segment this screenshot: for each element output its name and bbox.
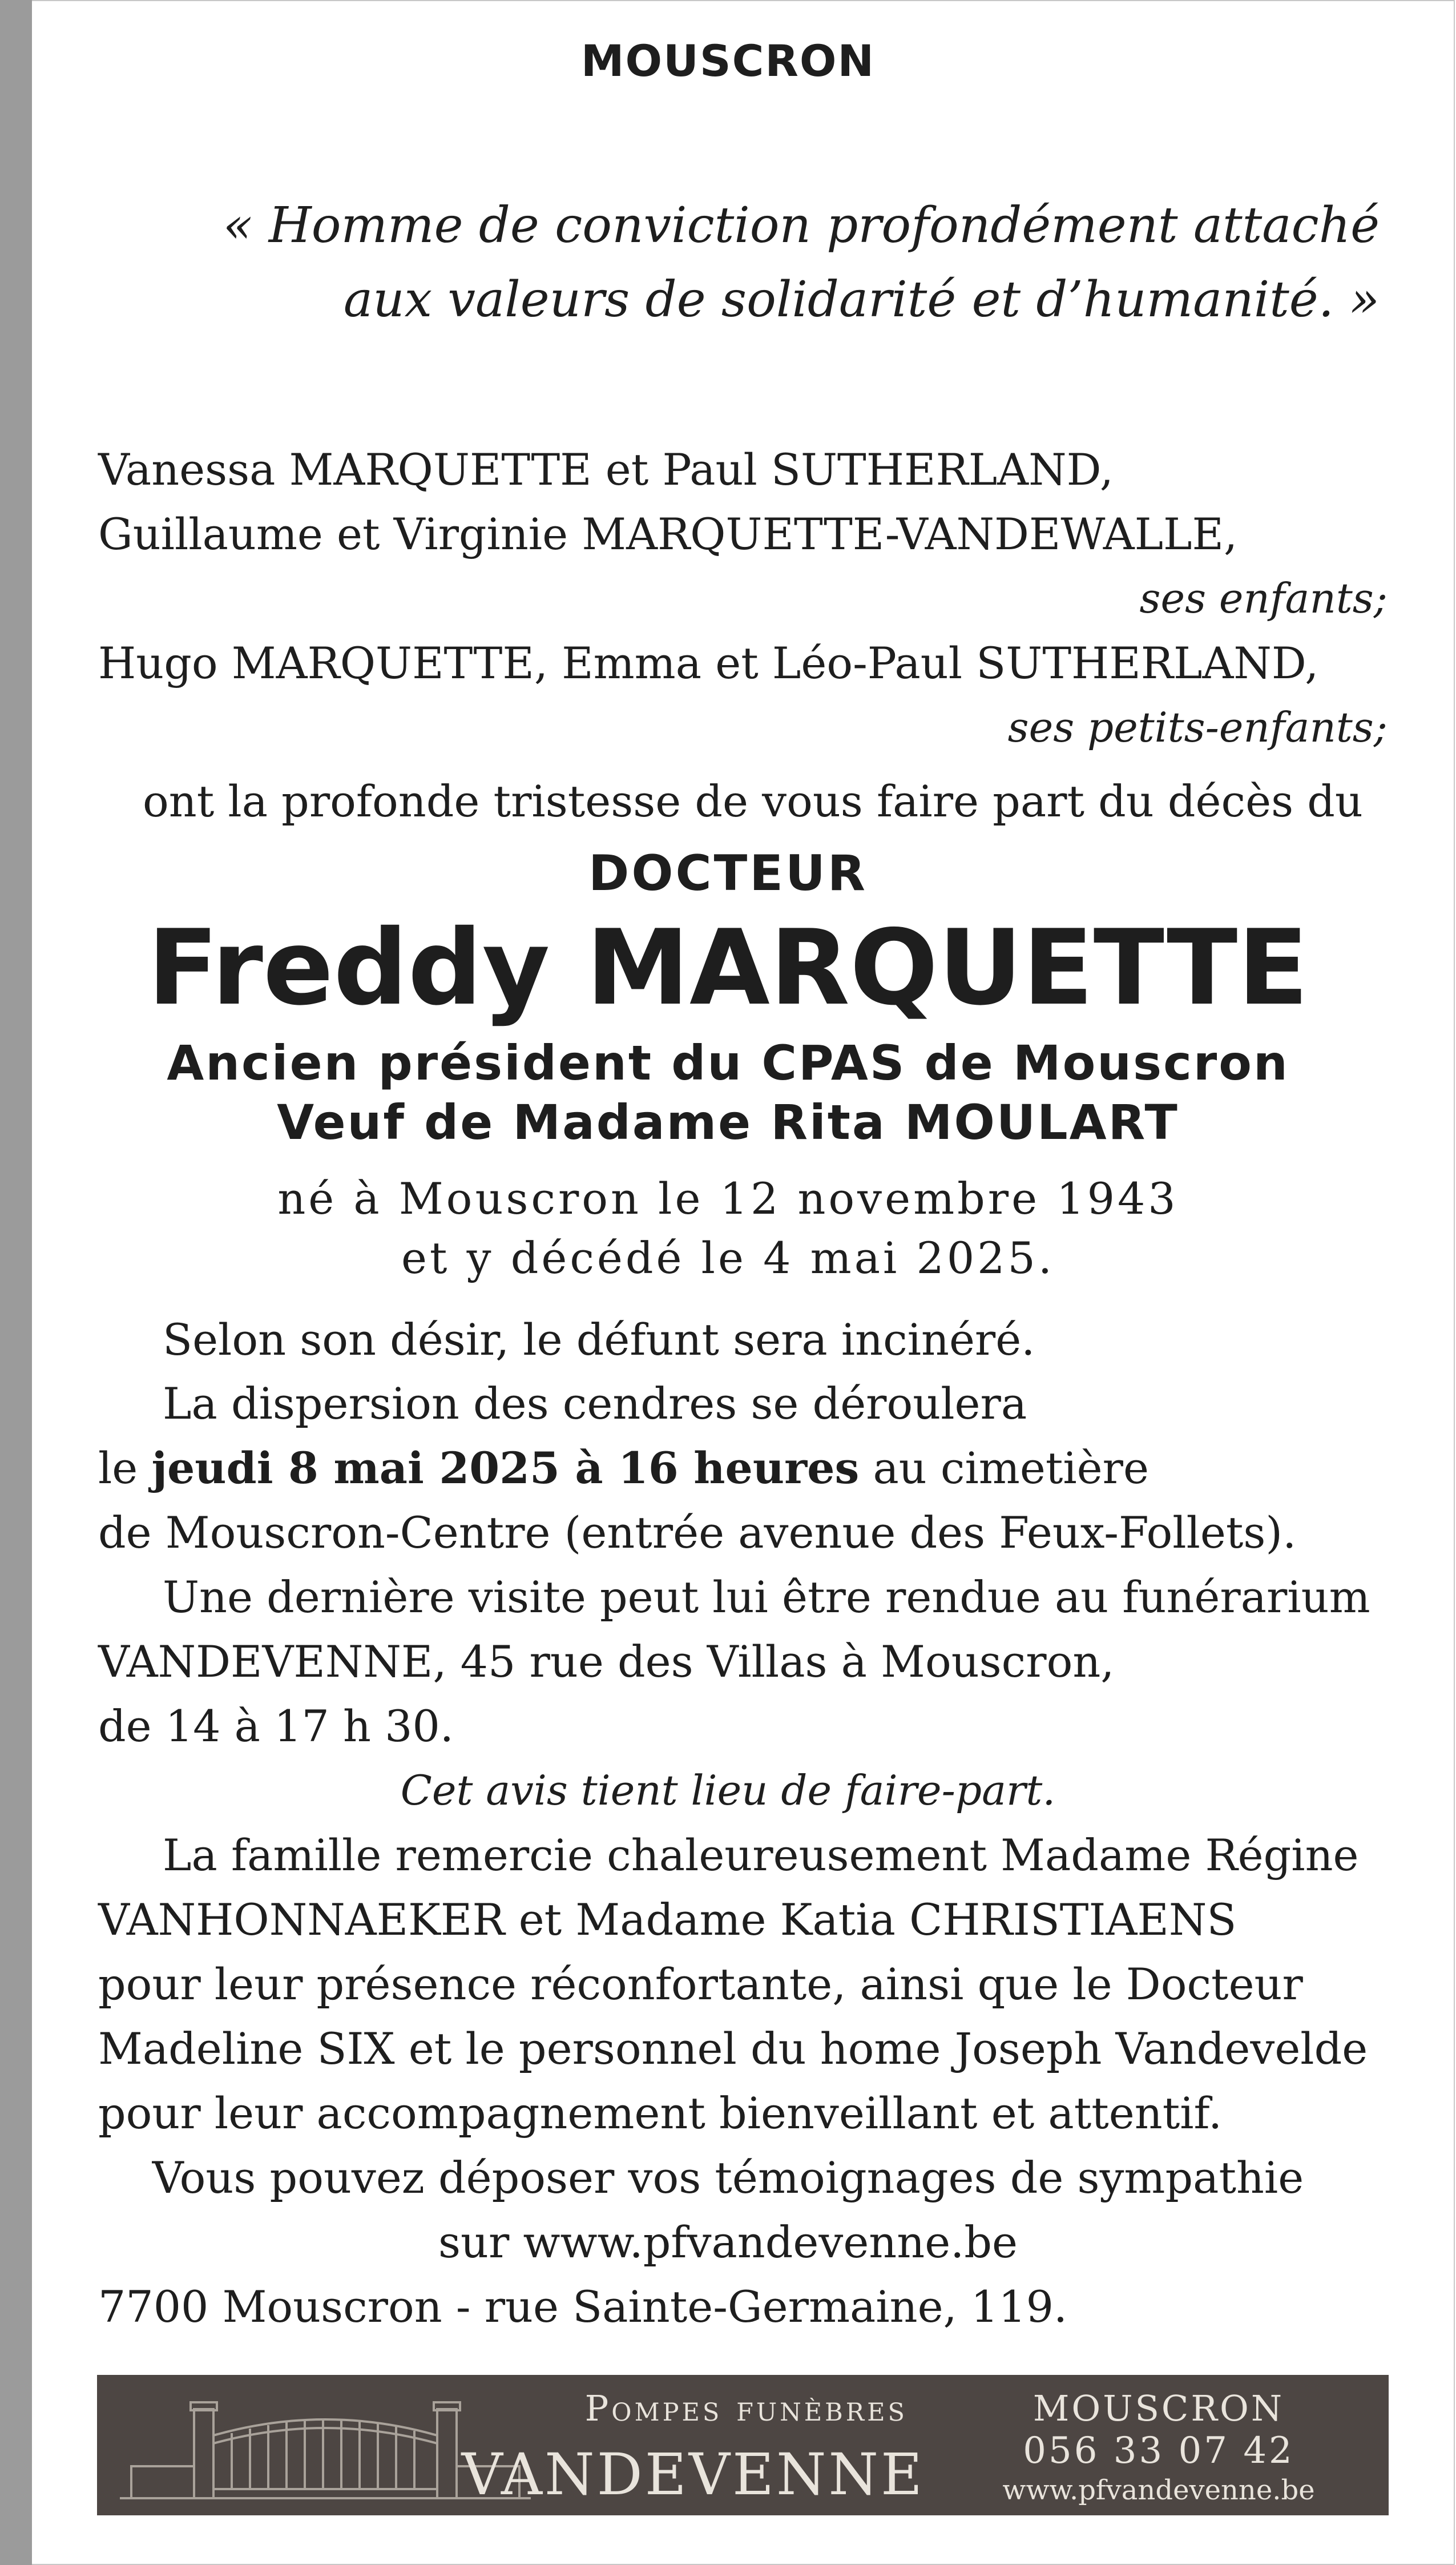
address-text: 7700 Mouscron - rue Sainte-Germaine, 119. <box>98 2281 1068 2332</box>
cremation-text: Selon son désir, le défunt sera incinéré. <box>163 1314 1035 1365</box>
grandchildren-role: ses petits-enfants; <box>1007 703 1388 751</box>
children-names-2: Guillaume et Virginie MARQUETTE-VANDEWALLE, <box>98 509 1238 559</box>
visit-line-2: VANDEVENNE, 45 rue des Villas à Mouscron, <box>98 1636 1115 1687</box>
notice-text: Cet avis tient lieu de faire-part. <box>400 1766 1056 1814</box>
death-info: et y décédé le 4 mai 2025. <box>401 1233 1055 1283</box>
banner-phone: 056 33 07 42 <box>1023 2430 1294 2472</box>
dispersion-line-2 <box>98 1436 1149 1500</box>
thanks-line-2: VANHONNAEKER et Madame Katia CHRISTIAENS <box>98 1894 1237 1945</box>
deceased-name: Freddy MARQUETTE <box>147 907 1309 1028</box>
thanks-line-1: La famille remercie chaleureusement Madame Régine <box>163 1830 1359 1881</box>
condolence-line-1: Vous pouvez déposer vos témoignages de sympathie <box>152 2152 1304 2203</box>
deceased-title: DOCTEUR <box>588 845 868 902</box>
dispersion-line-3: de Mouscron-Centre (entrée avenue des Feux-Follets). <box>98 1507 1297 1558</box>
funeral-home-banner <box>97 2375 1389 2515</box>
quote-line-2: aux valeurs de solidarité et d’humanité. » <box>343 271 1380 328</box>
banner-city: MOUSCRON <box>1032 2387 1285 2429</box>
dispersion-line-1: La dispersion des cendres se déroulera <box>163 1378 1027 1429</box>
children-names-1: Vanessa MARQUETTE et Paul SUTHERLAND, <box>98 444 1114 495</box>
condolence-website: sur www.pfvandevenne.be <box>438 2217 1018 2268</box>
visit-line-3: de 14 à 17 h 30. <box>98 1701 454 1751</box>
banner-brand: VANDEVENNE <box>461 2441 925 2508</box>
birth-info: né à Mouscron le 12 novembre 1943 <box>277 1173 1179 1224</box>
header-city: MOUSCRON <box>580 35 876 86</box>
banner-website: www.pfvandevenne.be <box>1002 2474 1315 2506</box>
ceremony-date: jeudi 8 mai 2025 à 16 heures <box>151 1443 860 1493</box>
grandchildren-names: Hugo MARQUETTE, Emma et Léo-Paul SUTHERLAND, <box>98 638 1319 688</box>
thanks-line-4: Madeline SIX et le personnel du home Joseph Vandevelde <box>98 2023 1368 2074</box>
deceased-position: Ancien président du CPAS de Mouscron <box>167 1035 1289 1091</box>
children-role: ses enfants; <box>1139 574 1388 622</box>
thanks-line-3: pour leur présence réconfortante, ainsi que le Docteur <box>98 1959 1303 2010</box>
deceased-widow: Veuf de Madame Rita MOULART <box>277 1094 1179 1150</box>
visit-line-1: Une dernière visite peut lui être rendue au funérarium <box>163 1572 1370 1622</box>
dispersion-prefix: le <box>98 1443 152 1493</box>
banner-subtitle: Pompes funèbres <box>584 2387 908 2429</box>
dispersion-suffix: au cimetière <box>859 1443 1149 1493</box>
thanks-line-5: pour leur accompagnement bienveillant et attentif. <box>98 2088 1223 2139</box>
announcement-text: ont la profonde tristesse de vous faire part du décès du <box>143 776 1363 827</box>
quote-line-1: « Homme de conviction profondément attaché <box>223 197 1380 254</box>
